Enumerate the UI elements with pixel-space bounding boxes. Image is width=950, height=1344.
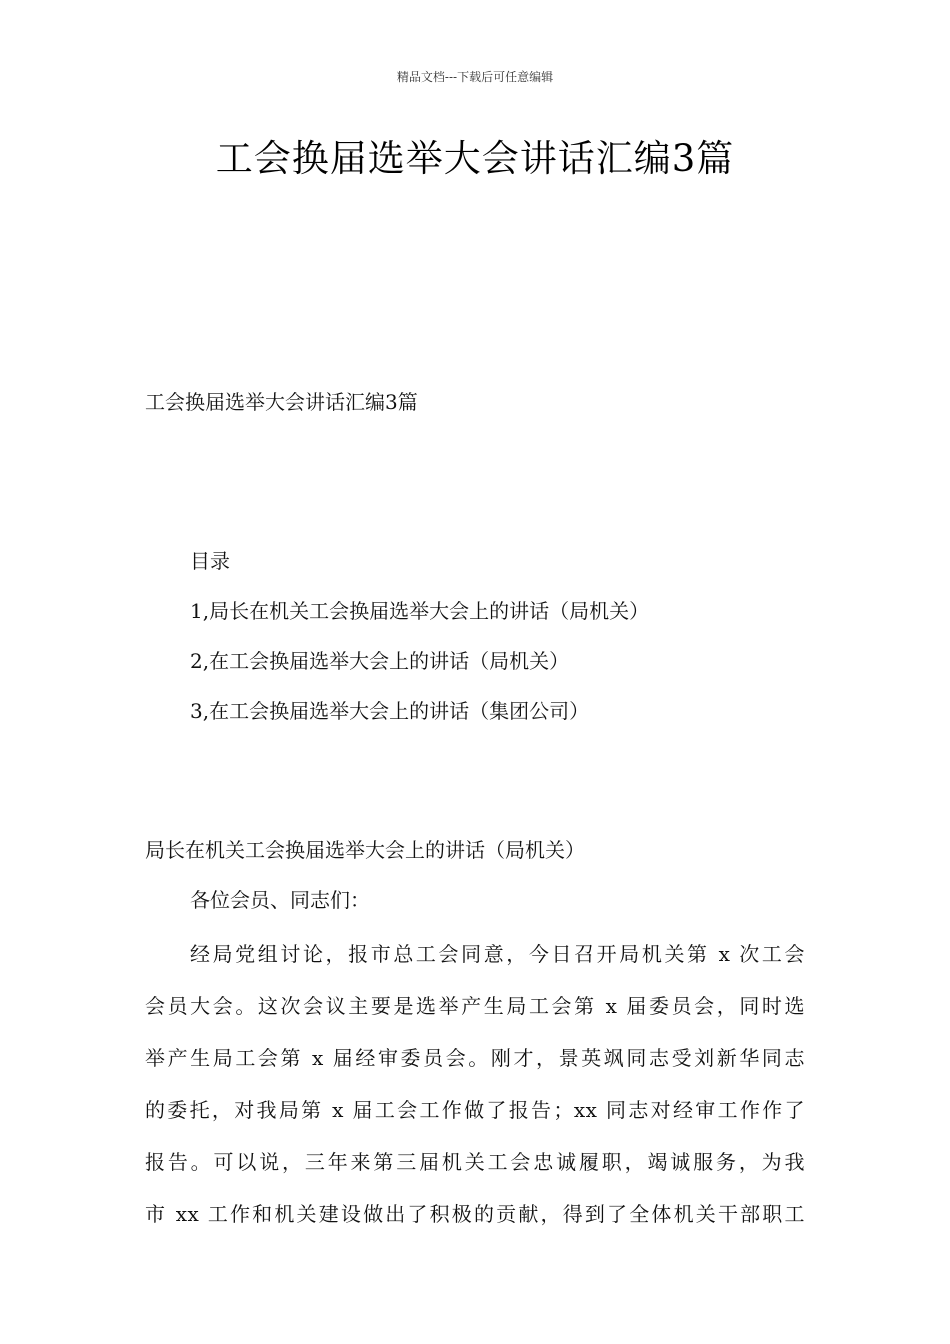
paragraph-line: 的委托，对我局第 x 届工会工作做了报告；xx 同志对经审工作作了	[145, 1098, 805, 1122]
paragraph-line: 会员大会。这次会议主要是选举产生局工会第 x 届委员会，同时选	[145, 994, 805, 1018]
toc-item-1: 1,局长在机关工会换届选举大会上的讲话（局机关）	[190, 599, 650, 623]
toc-item-3: 3,在工会换届选举大会上的讲话（集团公司）	[190, 699, 590, 723]
toc-item-2: 2,在工会换届选举大会上的讲话（局机关）	[190, 649, 570, 673]
salutation: 各位会员、同志们：	[190, 888, 370, 912]
paragraph-line: 报告。可以说，三年来第三届机关工会忠诚履职，竭诚服务，为我	[145, 1150, 805, 1174]
document-title: 工会换届选举大会讲话汇编3篇	[215, 137, 735, 180]
paragraph-line: 经局党组讨论，报市总工会同意，今日召开局机关第 x 次工会	[190, 942, 805, 966]
body-paragraph	[145, 928, 805, 1240]
toc-heading: 目录	[190, 549, 230, 573]
paragraph-line: 市 xx 工作和机关建设做出了积极的贡献，得到了全体机关干部职工	[145, 1202, 805, 1226]
header-note: 精品文档---下载后可任意编辑	[396, 70, 554, 84]
document-subtitle: 工会换届选举大会讲话汇编3篇	[145, 390, 418, 414]
table-of-contents	[190, 536, 649, 736]
section-title: 局长在机关工会换届选举大会上的讲话（局机关）	[145, 838, 585, 862]
paragraph-line: 举产生局工会第 x 届经审委员会。刚才，景英飒同志受刘新华同志	[145, 1046, 805, 1070]
